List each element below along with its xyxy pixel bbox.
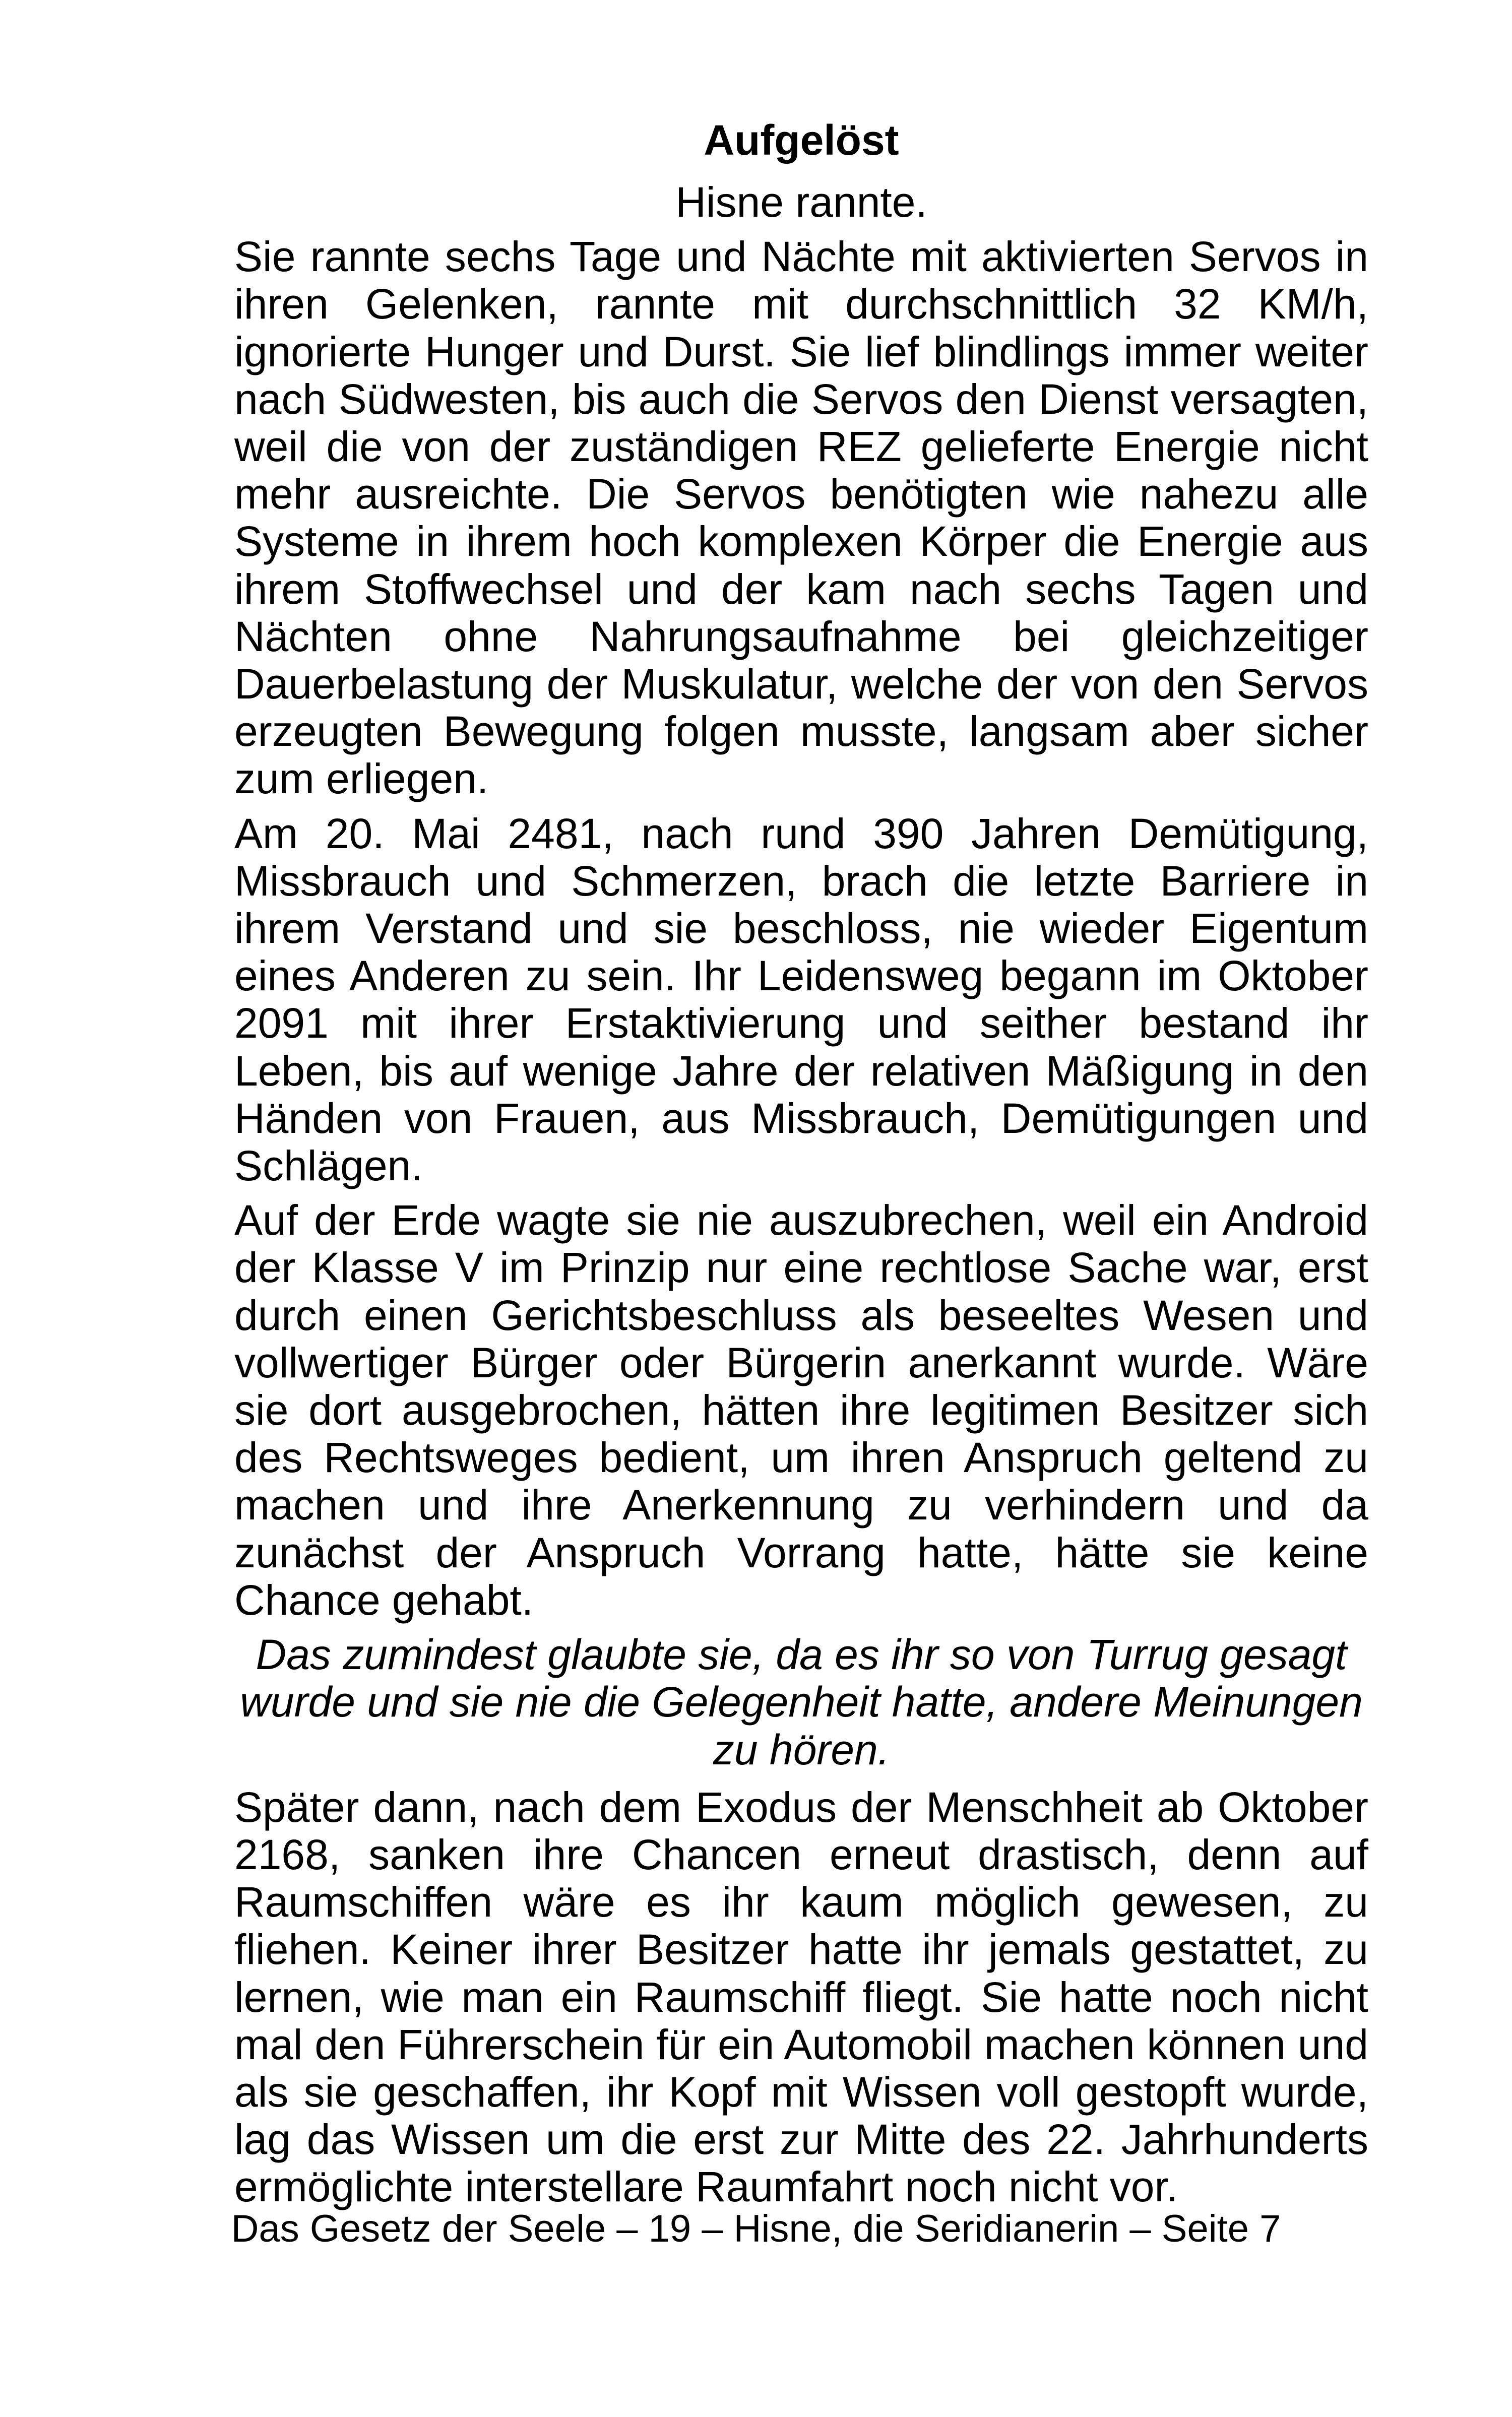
page-content [234, 115, 1368, 2218]
chapter-title: Aufgelöst [704, 116, 899, 164]
italic-quote: Das zumindest glaubte sie, da es ihr so von Turrug gesagt wurde und sie nie die Gelegenheit hatte, andere Meinungen zu hören. [240, 1631, 1363, 1773]
closing-paragraph: Später dann, nach dem Exodus der Menschheit ab Oktober 2168, sanken ihre Chancen erneut drastisch, denn auf Raumschiffen wäre es ihr kaum möglich gewesen, zu fliehen. Keiner ihrer Besitzer hatte ihr jemals gestattet, zu lernen, wie man ein Raumschiff fliegt. Sie hatte noch nicht mal den Führerschein für ein Automobil machen können und als sie geschaffen, ihr Kopf mit Wissen voll gestopft wurde, lag das Wissen um die erst zur Mitte des 22. Jahrhunderts ermöglichte interstellare Raumfahrt noch nicht vor. [234, 1783, 1368, 2211]
paragraph-3: Auf der Erde wagte sie nie auszubrechen, weil ein Android der Klasse V im Prinzip nur eine rechtlose Sache war, erst durch einen Gerichtsbeschluss als beseeltes Wesen und vollwertiger Bürger oder Bürgerin anerkannt wurde. Wäre sie dort ausgebrochen, hätten ihre legitimen Besitzer sich des Rechtsweges bedient, um ihren Anspruch geltend zu machen und ihre Anerkennung zu verhindern und da zunächst der Anspruch Vorrang hatte, hätte sie keine Chance gehabt. [234, 1196, 1368, 1624]
page-footer: Das Gesetz der Seele – 19 – Hisne, die Seridianerin – Seite 7 [231, 2207, 1281, 2250]
lead-sentence: Hisne rannte. [675, 178, 927, 226]
paragraph-1: Sie rannte sechs Tage und Nächte mit aktivierten Servos in ihren Gelenken, rannte mit durchschnittlich 32 KM/h, ignorierte Hunger und Durst. Sie lief blindlings immer weiter nach Südwesten, bis auch die Servos den Dienst versagten, weil die von der zuständigen REZ gelieferte Energie nicht mehr ausreichte. Die Servos benötigten wie nahezu alle Systeme in ihrem hoch komplexen Körper die Energie aus ihrem Stoffwechsel und der kam nach sechs Tagen und Nächten ohne Nahrungsaufnahme bei gleichzeitiger Dauerbelastung der Muskulatur, welche der von den Servos erzeugten Bewegung folgen musste, langsam aber sicher zum erliegen. [234, 233, 1368, 803]
paragraph-2: Am 20. Mai 2481, nach rund 390 Jahren Demütigung, Missbrauch und Schmerzen, brach die letzte Barriere in ihrem Verstand und sie beschloss, nie wieder Eigentum eines Anderen zu sein. Ihr Leidensweg begann im Oktober 2091 mit ihrer Erstaktivierung und seither bestand ihr Leben, bis auf wenige Jahre der relativen Mäßigung in den Händen von Frauen, aus Missbrauch, Demütigungen und Schlägen. [234, 809, 1368, 1190]
